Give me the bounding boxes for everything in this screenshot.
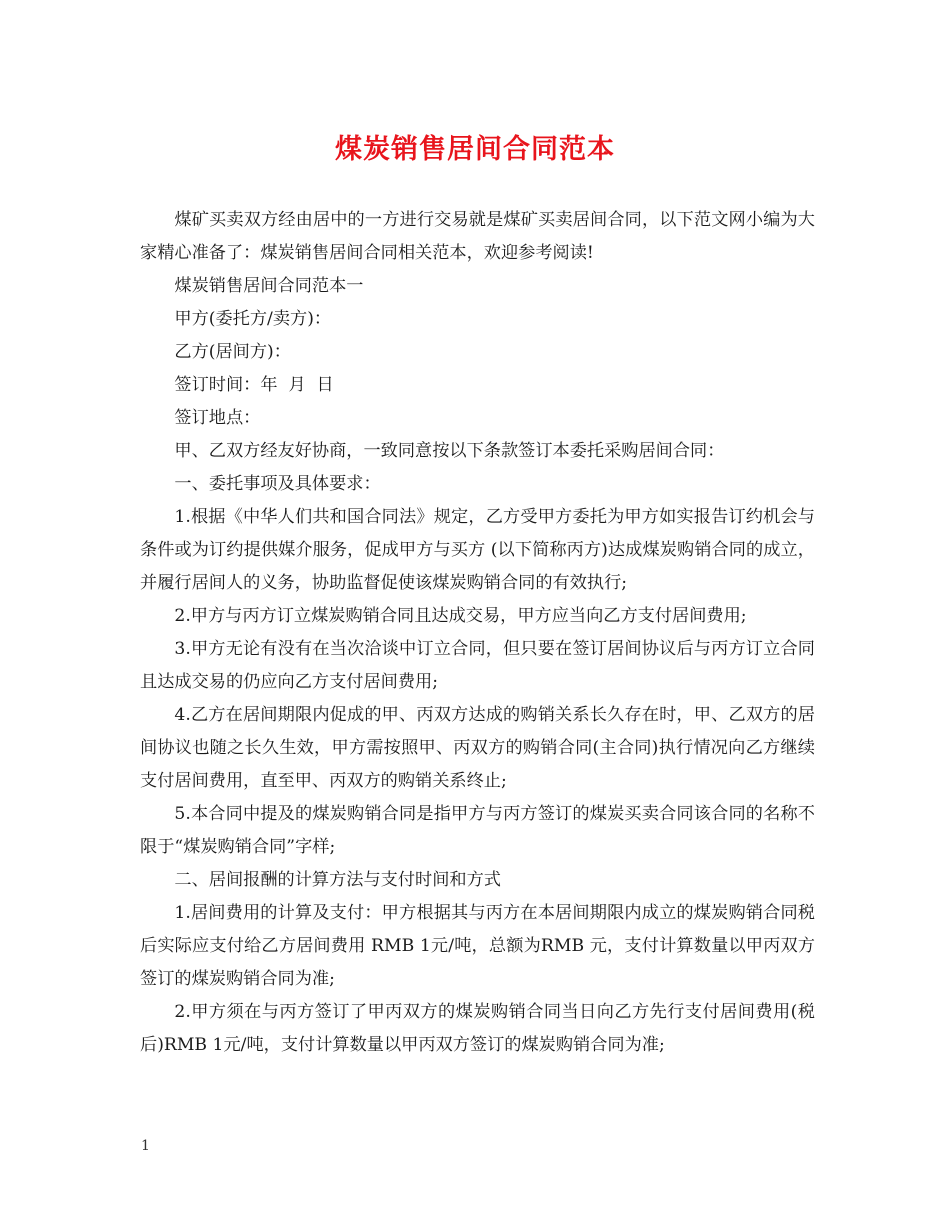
paragraph: 二、居间报酬的计算方法与支付时间和方式 (174, 870, 501, 890)
paragraph: 甲方(委托方/卖方)： (174, 309, 332, 329)
paragraph: 2.甲方与丙方订立煤炭购销合同且达成交易，甲方应当向乙方支付居间费用; (174, 606, 747, 626)
paragraph: 5.本合同中提及的煤炭购销合同是指甲方与丙方签订的煤炭买卖合同该合同的名称不限于“煤炭购销合同”字样; (140, 804, 815, 857)
paragraph: 甲、乙双方经友好协商，一致同意按以下条款签订本委托采购居间合同： (174, 441, 725, 461)
paragraph: 煤炭销售居间合同范本一 (174, 276, 364, 296)
paragraph: 一、委托事项及具体要求： (174, 474, 381, 494)
paragraph: 1.根据《中华人们共和国合同法》规定，乙方受甲方委托为甲方如实报告订约机会与条件或为订约提供媒介服务，促成甲方与买方 (以下简称丙方)达成煤炭购销合同的成立，并履行居间人的义务，协助监督促使该煤炭购销合同的有效执行; (140, 507, 815, 593)
paragraph: 签订地点： (174, 408, 261, 428)
paragraph: 煤矿买卖双方经由居中的一方进行交易就是煤矿买卖居间合同，以下范文网小编为大家精心准备了：煤炭销售居间合同相关范本，欢迎参考阅读! (140, 210, 815, 263)
document-body (140, 204, 815, 1062)
paragraph: 2.甲方须在与丙方签订了甲丙双方的煤炭购销合同当日向乙方先行支付居间费用(税后)RMB 1元/吨，支付计算数量以甲丙双方签订的煤炭购销合同为准; (140, 1002, 815, 1055)
paragraph: 乙方(居间方)： (174, 342, 291, 362)
paragraph: 1.居间费用的计算及支付：甲方根据其与丙方在本居间期限内成立的煤炭购销合同税后实际应支付给乙方居间费用 RMB 1元/吨，总额为RMB 元，支付计算数量以甲丙双方签订的煤炭购销合同为准; (140, 903, 815, 989)
page-number: 1 (141, 1138, 150, 1154)
document-title: 煤炭销售居间合同范本 (335, 134, 615, 165)
paragraph: 4.乙方在居间期限内促成的甲、丙双方达成的购销关系长久存在时，甲、乙双方的居间协议也随之长久生效，甲方需按照甲、丙双方的购销合同(主合同)执行情况向乙方继续支付居间费用，直至甲、丙双方的购销关系终止; (140, 705, 815, 791)
paragraph: 签订时间：年 月 日 (174, 375, 334, 395)
paragraph: 3.甲方无论有没有在当次洽谈中订立合同，但只要在签订居间协议后与丙方订立合同且达成交易的仍应向乙方支付居间费用; (140, 639, 815, 692)
